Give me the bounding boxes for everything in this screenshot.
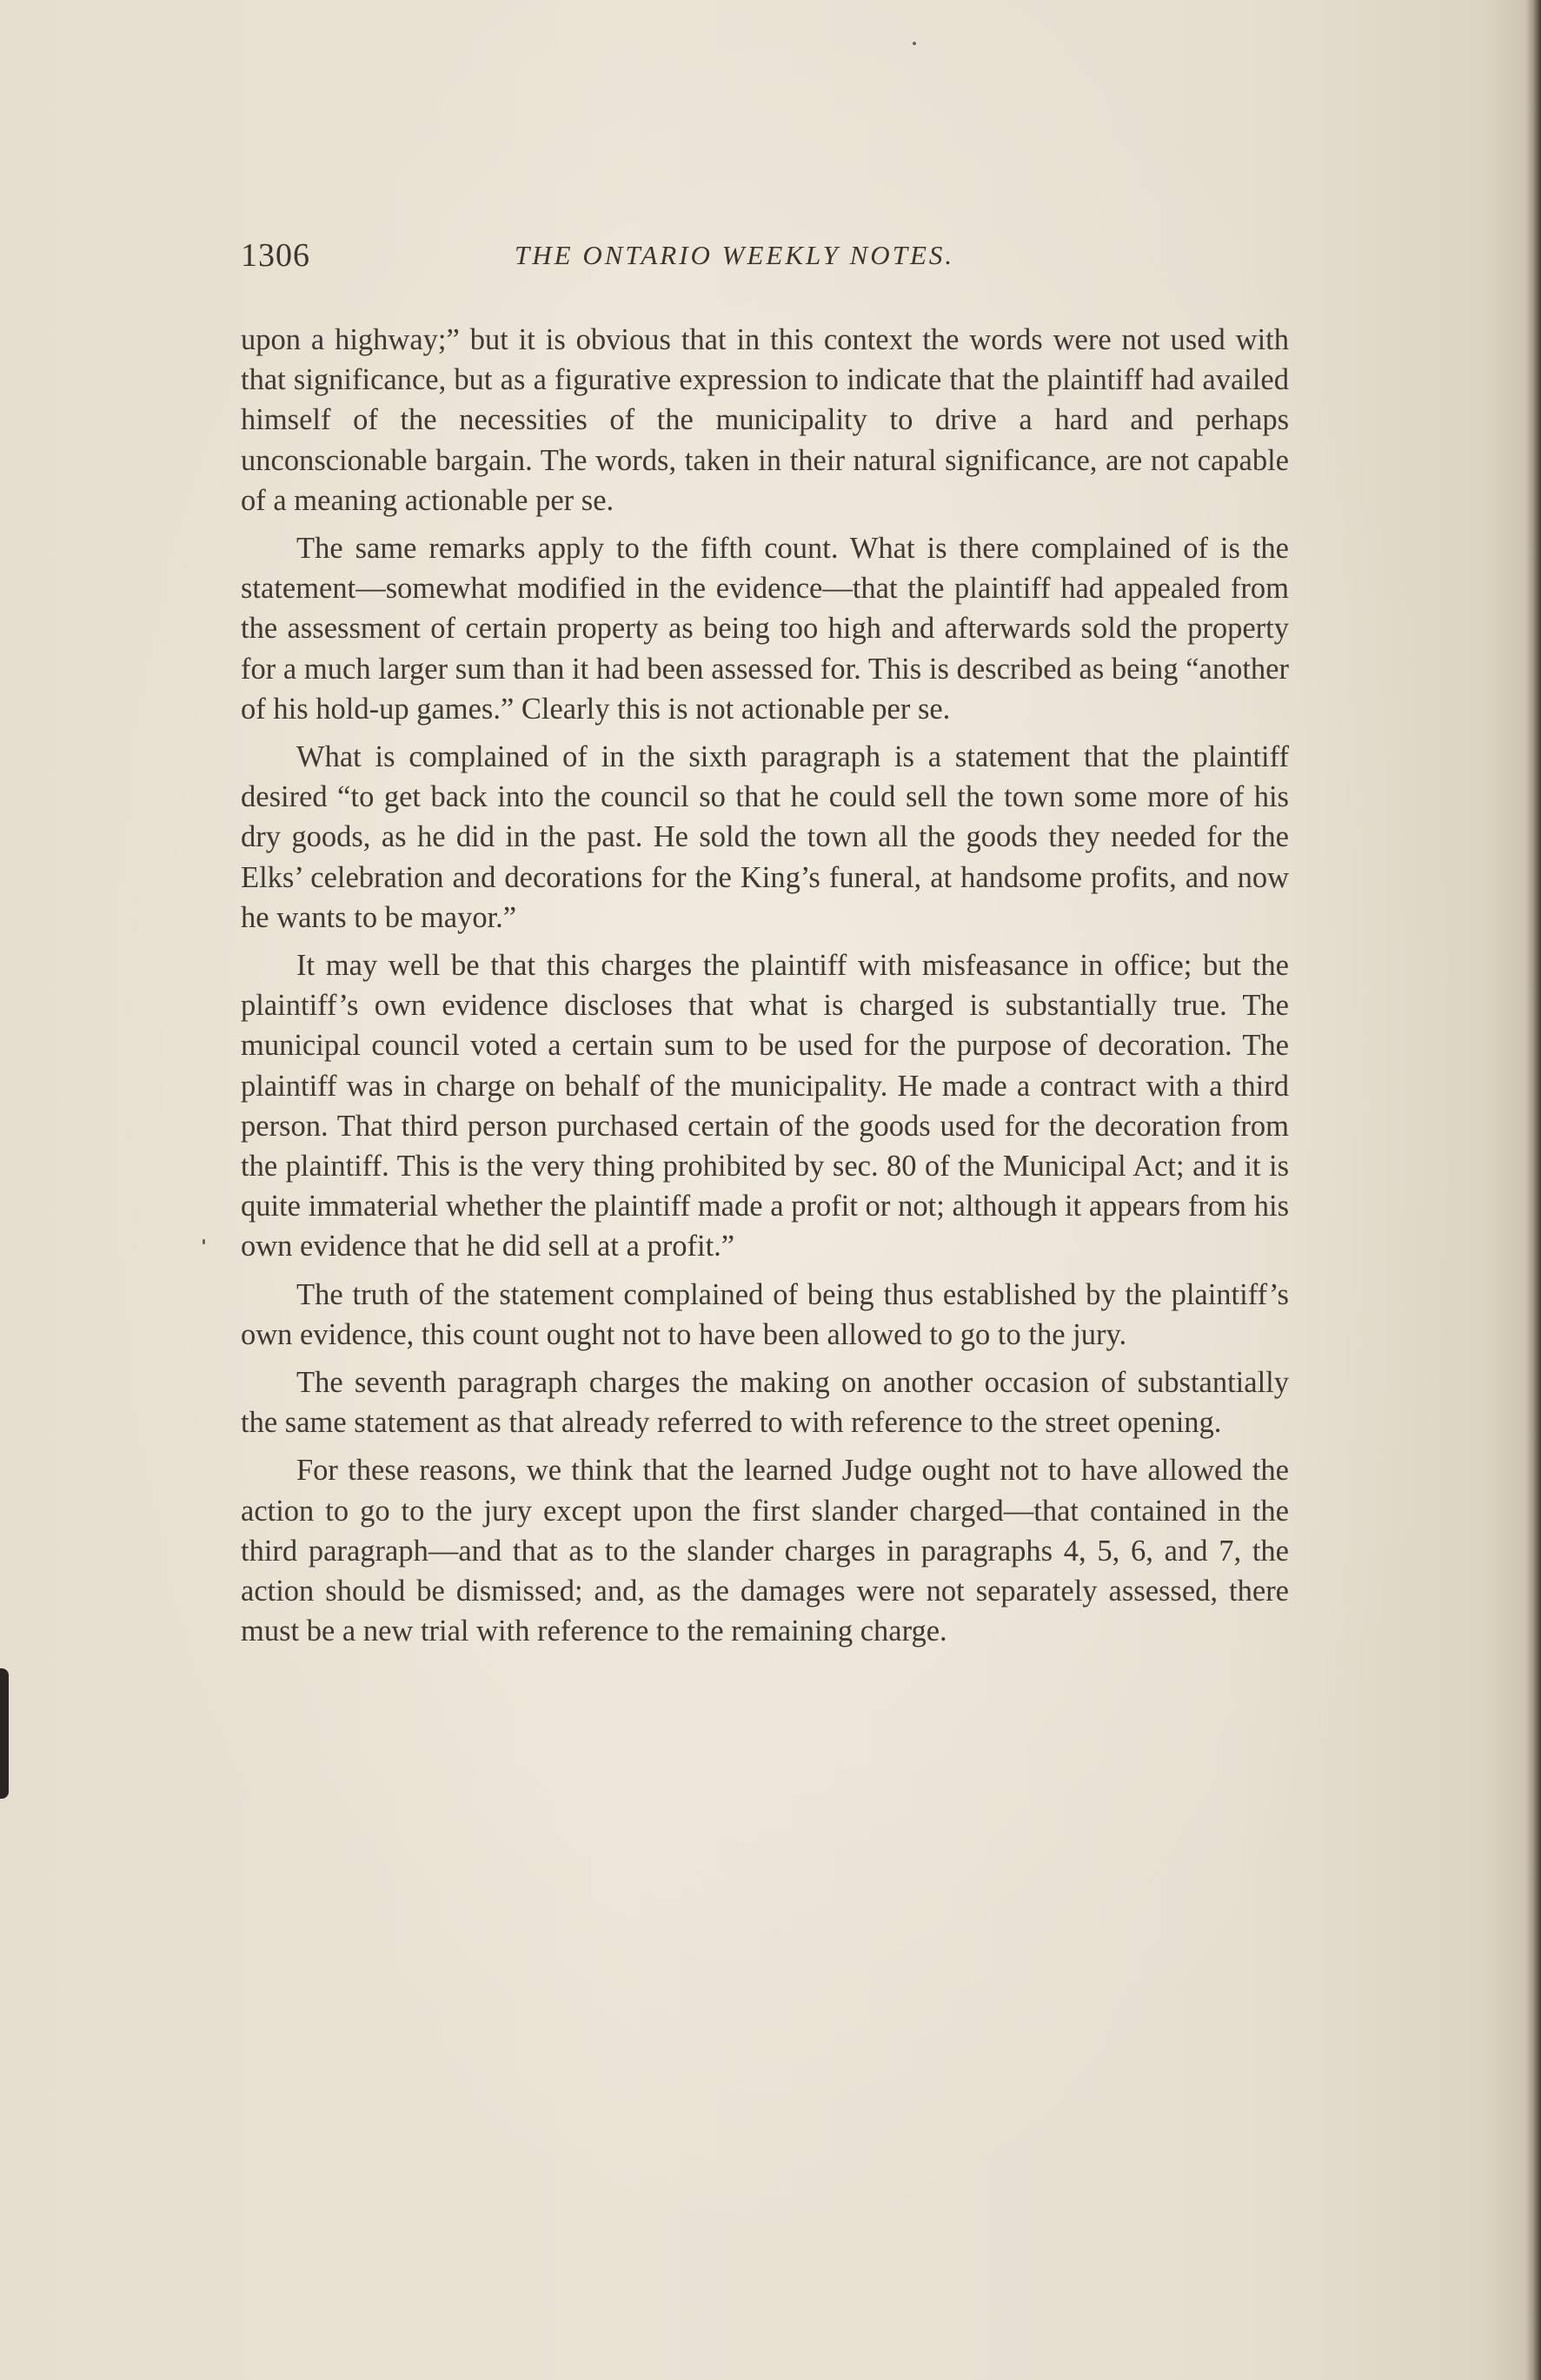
paper-speck bbox=[913, 42, 916, 45]
paragraph-conclusion: For these reasons, we think that the learned Judge ought not to have allowed the action to go to the jury except upon the first slander charged—that contained in the third paragraph—and that as to the slander charges in paragraphs 4, 5, 6, and 7, the action should be dismissed; and, as the damages were not separately assessed, there must be a new trial with reference to the remaining charge. bbox=[241, 1454, 1289, 1648]
page-number: 1306 bbox=[241, 237, 310, 274]
page-header bbox=[241, 236, 1292, 280]
paragraph-seventh-paragraph: The seventh paragraph charges the making on another occasion of substantially the same statement as that already referred to with reference to the street opening. bbox=[241, 1366, 1289, 1440]
paragraph-misfeasance: It may well be that this charges the plaintiff with misfeasance in office; but the plaintiff’s own evidence discloses that what is charged is substantially true. The municipal council voted a certain sum to be used for the purpose of decoration. The plaintiff was in charge on behalf of the municipality. He made a contract with a third person. That third person purchased certain of the goods used for the decoration from the plaintiff. This is the very thing prohibited by sec. 80 of the Municipal Act; and it is quite immaterial whether the plaintiff made a profit or not; although it appears from his own evidence that he did sell at a profit.” bbox=[241, 949, 1289, 1263]
paragraph-truth-established: The truth of the statement complained of being thus established by the plaintiff’s own evidence, this count ought not to have been allowed to go to the jury. bbox=[241, 1277, 1289, 1351]
page-edge-mark bbox=[0, 1668, 9, 1799]
body-text bbox=[241, 320, 1289, 1660]
paragraph-sixth-paragraph: What is complained of in the sixth paragraph is a statement that the plaintiff desired “to get back into the council so that he could sell the town some more of his dry goods, as he did in the past. He sold the town all the goods they needed for the Elks’ celebration and decorations for the King’s funeral, at handsome profits, and now he wants to be mayor.” bbox=[241, 740, 1289, 934]
paragraph-continuation: upon a highway;” but it is obvious that in this context the words were not used with that significance, but as a figurative expression to indicate that the plaintiff had availed himself of the necessities of the municipality to drive a hard and perhaps unconscionable bargain. The words, taken in their natural significance, are not capable of a meaning actionable per se. bbox=[241, 323, 1289, 517]
running-title: THE ONTARIO WEEKLY NOTES. bbox=[515, 240, 955, 270]
paper-speck bbox=[203, 1239, 205, 1244]
paragraph-fifth-count: The same remarks apply to the fifth count. What is there complained of is the statement—somewhat modified in the evidence—that the plaintiff had appealed from the assessment of certain property as being too high and afterwards sold the property for a much larger sum than it had been assessed for. This is described as being “another of his hold-up games.” Clearly this is not actionable per se. bbox=[241, 532, 1289, 726]
page-binding-shadow bbox=[1525, 0, 1541, 2380]
